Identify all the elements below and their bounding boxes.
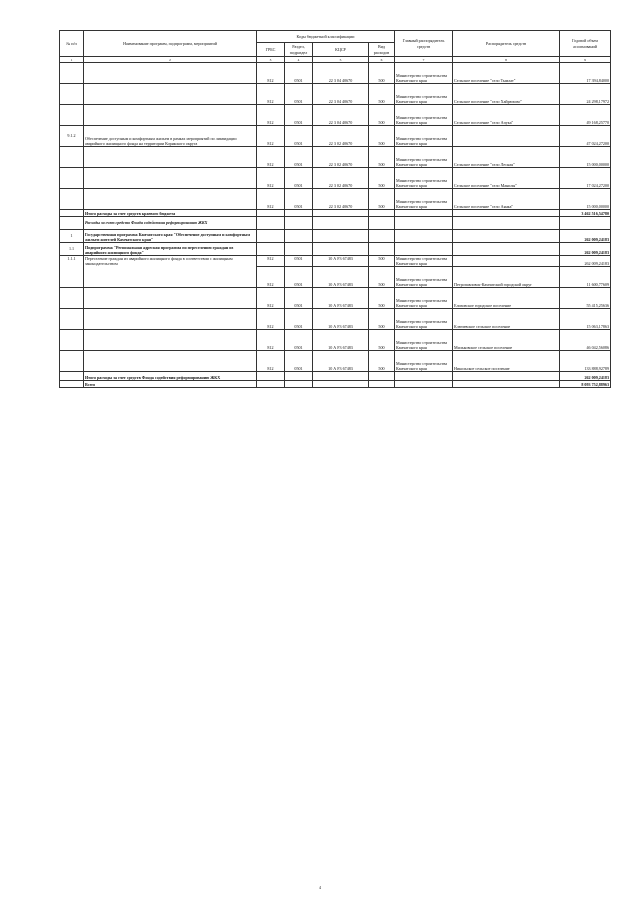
table-row <box>60 288 611 309</box>
table-row <box>60 189 611 210</box>
section-cell: 0501 <box>285 351 313 372</box>
column-number: 3 <box>257 57 285 63</box>
amount-cell: 17 394,84000 <box>560 63 611 84</box>
grand-total-label: Всего <box>84 381 257 388</box>
manager-cell: Министерство строительства Камчатского края <box>395 330 453 351</box>
manager-cell: Министерство строительства Камчатского края <box>395 126 453 147</box>
header-grbs: ГРБС <box>257 43 285 57</box>
subprogram-name: Подпрограмма "Региональная адресная программа по переселению граждан из аварийного жилищного фонда" <box>84 243 257 256</box>
column-number: 7 <box>395 57 453 63</box>
ksr-cell: 22 3 02 40670 <box>313 126 369 147</box>
amount-cell: 262 009,24183 <box>560 256 611 267</box>
ksr-cell: 22 3 02 40670 <box>313 147 369 168</box>
manager-cell: Министерство строительства Камчатского края <box>395 267 453 288</box>
subtotal-row <box>60 210 611 217</box>
ksr-cell: 22 3 04 40670 <box>313 63 369 84</box>
grbs-cell: 812 <box>257 309 285 330</box>
recipient-cell: Сельское поселение "село Тымлат" <box>453 63 560 84</box>
header-manager: Главный распорядитель средств <box>395 31 453 57</box>
section-cell: 0501 <box>285 256 313 267</box>
column-number: 5 <box>313 57 369 63</box>
budget-allocation-table <box>59 30 611 388</box>
ksr-cell: 22 3 02 40670 <box>313 189 369 210</box>
manager-cell: Министерство строительства Камчатского края <box>395 351 453 372</box>
program-row <box>60 230 611 243</box>
section-cell: 0501 <box>285 126 313 147</box>
column-number: 1 <box>60 57 84 63</box>
ksr-cell: 22 3 04 40670 <box>313 84 369 105</box>
column-number: 2 <box>84 57 257 63</box>
grbs-cell: 812 <box>257 267 285 288</box>
grbs-cell: 812 <box>257 256 285 267</box>
recipient-cell: Сельское поселение "село Хайрюзово" <box>453 84 560 105</box>
manager-cell: Министерство строительства Камчатского края <box>395 105 453 126</box>
recipient-cell: Петропавловск-Камчатский городской округ <box>453 267 560 288</box>
section-cell: 0501 <box>285 105 313 126</box>
amount-cell: 15 063,17863 <box>560 309 611 330</box>
section-heading-row <box>60 217 611 230</box>
vr-cell: 500 <box>369 189 395 210</box>
table-row <box>60 309 611 330</box>
vr-cell: 500 <box>369 84 395 105</box>
amount-cell: 24 298,17972 <box>560 84 611 105</box>
header-section: Раздел, подраздел <box>285 43 313 57</box>
section-cell: 0501 <box>285 168 313 189</box>
grbs-cell: 812 <box>257 63 285 84</box>
grbs-cell: 812 <box>257 189 285 210</box>
manager-cell: Министерство строительства Камчатского края <box>395 288 453 309</box>
subtotal-amount: 262 009,24183 <box>560 372 611 381</box>
column-number: 6 <box>369 57 395 63</box>
ksr-cell: 22 3 02 40670 <box>313 168 369 189</box>
program-number: 1 <box>60 230 84 243</box>
header-amount: Годовой объем ассигнований <box>560 31 611 57</box>
recipient-cell <box>453 256 560 267</box>
header-recipient: Распорядитель средств <box>453 31 560 57</box>
header-codes-group: Коды бюджетной классификации <box>257 31 395 43</box>
table-row <box>60 147 611 168</box>
vr-cell: 500 <box>369 267 395 288</box>
ksr-cell: 10 А F3 67483 <box>313 330 369 351</box>
ksr-cell: 10 А F3 67483 <box>313 256 369 267</box>
grbs-cell: 812 <box>257 84 285 105</box>
ksr-cell: 22 3 04 40670 <box>313 105 369 126</box>
table-row <box>60 351 611 372</box>
column-number: 9 <box>560 57 611 63</box>
vr-cell: 500 <box>369 126 395 147</box>
recipient-cell: Сельское поселение "село Апука" <box>453 105 560 126</box>
manager-cell: Министерство строительства Камчатского края <box>395 147 453 168</box>
section-cell: 0501 <box>285 288 313 309</box>
vr-cell: 500 <box>369 330 395 351</box>
recipient-cell: Сельское поселение "село Аянка" <box>453 189 560 210</box>
budget-table-sheet <box>59 30 610 388</box>
table-row <box>60 105 611 126</box>
header-ksr: КЦСР <box>313 43 369 57</box>
amount-cell: 49 168,25770 <box>560 105 611 126</box>
table-row <box>60 63 611 84</box>
section-cell: 0501 <box>285 189 313 210</box>
ksr-cell: 10 А F3 67483 <box>313 309 369 330</box>
amount-cell: 17 024,27200 <box>560 168 611 189</box>
table-row <box>60 126 611 147</box>
header-num: № п/п <box>60 31 84 57</box>
ksr-cell: 10 А F3 67483 <box>313 288 369 309</box>
vr-cell: 500 <box>369 168 395 189</box>
subtotal-row <box>60 372 611 381</box>
manager-cell: Министерство строительства Камчатского края <box>395 256 453 267</box>
manager-cell: Министерство строительства Камчатского края <box>395 84 453 105</box>
section-heading: Расходы за счет средств Фонда содействия реформированию ЖКХ <box>84 217 257 230</box>
amount-cell: 15 000,00000 <box>560 147 611 168</box>
vr-cell: 500 <box>369 288 395 309</box>
header-name: Наименование программ, подпрограмм, мероприятий <box>84 31 257 57</box>
grbs-cell: 812 <box>257 288 285 309</box>
manager-cell: Министерство строительства Камчатского края <box>395 309 453 330</box>
grbs-cell: 812 <box>257 147 285 168</box>
program-amount: 262 009,24183 <box>560 230 611 243</box>
table-row <box>60 168 611 189</box>
recipient-cell: Елизовское городское поселение <box>453 288 560 309</box>
subtotal-label: Итого расходы за счет средств Фонда содействия реформированию ЖКХ <box>84 372 257 381</box>
item-name: Переселение граждан из аварийного жилищного фонда в соответствии с жилищным законодательством <box>84 256 257 288</box>
grand-total-row <box>60 381 611 388</box>
vr-cell: 500 <box>369 309 395 330</box>
vr-cell: 500 <box>369 351 395 372</box>
table-row <box>60 84 611 105</box>
amount-cell: 47 024,27200 <box>560 126 611 147</box>
table-row <box>60 330 611 351</box>
column-number: 4 <box>285 57 313 63</box>
subprogram-number: 1.1 <box>60 243 84 256</box>
item-number: 1.1.1 <box>60 256 84 288</box>
amount-cell: 133 888,92789 <box>560 351 611 372</box>
section-cell: 0501 <box>285 63 313 84</box>
recipient-cell: Никольское сельское поселение <box>453 351 560 372</box>
vr-cell: 500 <box>369 63 395 84</box>
grbs-cell: 812 <box>257 330 285 351</box>
grbs-cell: 812 <box>257 126 285 147</box>
amount-cell: 15 000,00000 <box>560 189 611 210</box>
page-number: 4 <box>319 885 321 890</box>
section-cell: 0501 <box>285 309 313 330</box>
recipient-cell: Мильковское сельское поселение <box>453 330 560 351</box>
vr-cell: 500 <box>369 256 395 267</box>
grbs-cell: 812 <box>257 105 285 126</box>
program-name: Государственная программа Камчатского края "Обеспечение доступным и комфортным жильем жителей Камчатского края" <box>84 230 257 243</box>
manager-cell: Министерство строительства Камчатского края <box>395 168 453 189</box>
header-row-1 <box>60 31 611 43</box>
grbs-cell: 812 <box>257 351 285 372</box>
item-number: 9.1.2 <box>60 126 84 147</box>
recipient-cell <box>453 126 560 147</box>
section-cell: 0501 <box>285 84 313 105</box>
section-cell: 0501 <box>285 267 313 288</box>
subprogram-row <box>60 243 611 256</box>
subtotal-amount: 3 462 516,54780 <box>560 210 611 217</box>
vr-cell: 500 <box>369 147 395 168</box>
recipient-cell: Ключевское сельское поселение <box>453 309 560 330</box>
amount-cell: 46 042,56086 <box>560 330 611 351</box>
subtotal-label: Итого расходы за счет средств краевого бюджета <box>84 210 257 217</box>
vr-cell: 500 <box>369 105 395 126</box>
ksr-cell: 10 А F3 67483 <box>313 351 369 372</box>
recipient-cell: Сельское поселение "село Лесная" <box>453 147 560 168</box>
table-row <box>60 256 611 267</box>
header-expense-type: Вид расходов <box>369 43 395 57</box>
subprogram-amount: 262 009,24183 <box>560 243 611 256</box>
ksr-cell: 10 А F3 67483 <box>313 267 369 288</box>
column-number: 8 <box>453 57 560 63</box>
grbs-cell: 812 <box>257 168 285 189</box>
recipient-cell: Сельское поселение "село Манилы" <box>453 168 560 189</box>
manager-cell: Министерство строительства Камчатского края <box>395 63 453 84</box>
item-name: Обеспечение доступным и комфортным жильем в рамках мероприятий по ликвидации аварийного жилищного фонда на территории Корякского округа <box>84 126 257 147</box>
section-cell: 0501 <box>285 147 313 168</box>
manager-cell: Министерство строительства Камчатского края <box>395 189 453 210</box>
grand-total-amount: 8 093 752,88963 <box>560 381 611 388</box>
amount-cell: 55 415,25636 <box>560 288 611 309</box>
section-cell: 0501 <box>285 330 313 351</box>
amount-cell: 11 600,77609 <box>560 267 611 288</box>
